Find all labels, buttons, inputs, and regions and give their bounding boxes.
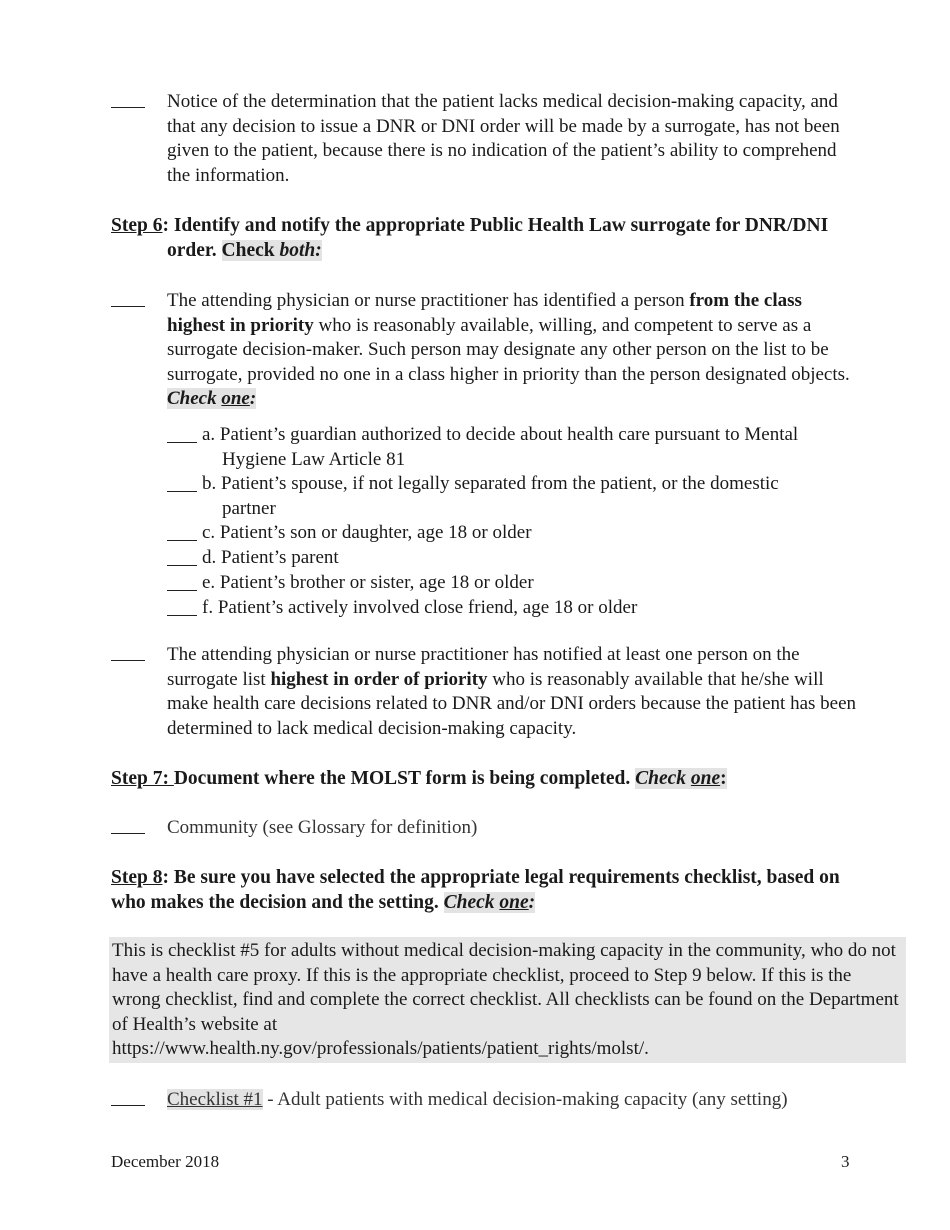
item2-text-2: who is reasonably available that he/she will make health care decisions related to DNR and/or DNI orders because the patient has been determined to lack medical decision-making capacity.: [167, 668, 857, 739]
item1-check-colon: :: [249, 388, 257, 410]
step7-label: Step 7:: [111, 768, 174, 789]
item1-check-one: [167, 388, 256, 409]
surrogate-b-line1: b. Patient’s spouse, if not legally separated from the patient, or the domestic: [202, 473, 779, 494]
item2-bold-priority: highest in order of priority: [270, 668, 488, 690]
step8-label: Step 8: [111, 867, 163, 888]
step8-check-one: [444, 892, 536, 913]
surrogate-b-blank[interactable]: [167, 469, 197, 489]
checkbox-blank-notified[interactable]: [111, 643, 145, 668]
page-number: 3: [841, 1152, 850, 1171]
checklist-info-box: [109, 937, 906, 1063]
item1-text-2: who is reasonably available, willing, and competent to serve as a surrogate decision-maker. Such person may designate any other person on the list to be surrogate, provided no one in a class higher in priority than the person designated objects.: [167, 314, 850, 385]
step6-heading: [111, 214, 851, 263]
surrogate-c-blank[interactable]: [167, 518, 197, 538]
step7-check-word: Check: [635, 768, 691, 789]
community-option: Community (see Glossary for definition): [167, 817, 478, 838]
surrogate-a-line2: Hygiene Law Article 81: [222, 448, 406, 470]
surrogate-f-blank[interactable]: [167, 593, 197, 613]
surrogate-e-text: e. Patient’s brother or sister, age 18 or older: [202, 572, 534, 593]
item1-check-word: Check: [167, 388, 222, 410]
step7-check-emph: one: [690, 768, 721, 789]
surrogate-b-line2: partner: [222, 497, 276, 519]
surrogate-e-blank[interactable]: [167, 568, 197, 588]
surrogate-c-text: c. Patient’s son or daughter, age 18 or older: [202, 522, 532, 543]
step6-title-line1: : Identify and notify the appropriate Public Health Law surrogate for DNR/DNI: [162, 215, 829, 236]
info-box-text: This is checklist #5 for adults without medical decision-making capacity in the community, who do not have a health care proxy. If this is the appropriate checklist, proceed to Step 9 below. If this is the wrong checklist, find and complete the correct checklist. All checklists can be found on the Department of Health’s website at: [112, 940, 899, 1035]
step8-heading: [111, 866, 861, 915]
surrogate-option-a: [167, 420, 847, 472]
step8-title: : Be sure you have selected the appropriate legal requirements checklist, based on who makes the decision and the setting.: [111, 867, 840, 913]
checkbox-blank-checklist1[interactable]: [111, 1088, 145, 1113]
surrogate-d-blank[interactable]: [167, 543, 197, 563]
surrogate-option-f: [167, 593, 847, 621]
step8-check-emph: one: [499, 891, 529, 913]
checklist1-link[interactable]: Checklist #1: [167, 1089, 263, 1110]
surrogate-d-text: d. Patient’s parent: [202, 547, 339, 568]
checklist1-option: [167, 1088, 857, 1113]
surrogate-a-blank[interactable]: [167, 420, 197, 440]
step7-check-one: [635, 768, 727, 789]
step7-title: Document where the MOLST form is being completed.: [173, 768, 636, 789]
step6-check-word: Check: [221, 239, 280, 261]
step7-check-colon: :: [720, 768, 727, 789]
checkbox-blank-community[interactable]: [111, 816, 145, 841]
step7-heading: [111, 767, 851, 792]
step8-check-colon: :: [528, 891, 536, 913]
step6-label: Step 6: [111, 215, 163, 236]
item1-text-1: The attending physician or nurse practitioner has identified a person: [167, 290, 690, 311]
notified-surrogate-text: [167, 643, 857, 741]
item2-text-1: The attending physician or nurse practitioner has notified at least one person on the surrogate list: [167, 644, 800, 690]
footer-date: December 2018: [111, 1152, 220, 1171]
step6-check-both: [222, 240, 322, 261]
step6-check-emph: both:: [279, 239, 322, 261]
checkbox-blank-identified[interactable]: [111, 289, 145, 314]
surrogate-option-b: [167, 469, 847, 521]
identified-surrogate-text: [167, 289, 857, 412]
checklist1-text: - Adult patients with medical decision-making capacity (any setting): [262, 1089, 788, 1110]
step8-check-word: Check: [443, 891, 500, 913]
item1-check-emph: one: [221, 388, 250, 410]
step6-title-line2: order.: [167, 239, 222, 261]
molst-url[interactable]: https://www.health.ny.gov/professionals/patients/patient_rights/molst/.: [112, 1038, 649, 1060]
surrogate-option-d: [167, 543, 847, 571]
checkbox-blank-notice[interactable]: [111, 90, 145, 115]
surrogate-option-c: [167, 518, 847, 546]
notice-text: Notice of the determination that the patient lacks medical decision-making capacity, and that any decision to issue a DNR or DNI order will be made by a surrogate, has not been given to the patient, because there is no indication of the patient’s ability to comprehend the information.: [167, 91, 840, 186]
surrogate-option-e: [167, 568, 847, 596]
item1-bold-class: from the class highest in priority: [167, 290, 802, 336]
surrogate-a-line1: a. Patient’s guardian authorized to decide about health care pursuant to Mental: [202, 424, 799, 445]
surrogate-f-text: f. Patient’s actively involved close friend, age 18 or older: [202, 597, 638, 618]
